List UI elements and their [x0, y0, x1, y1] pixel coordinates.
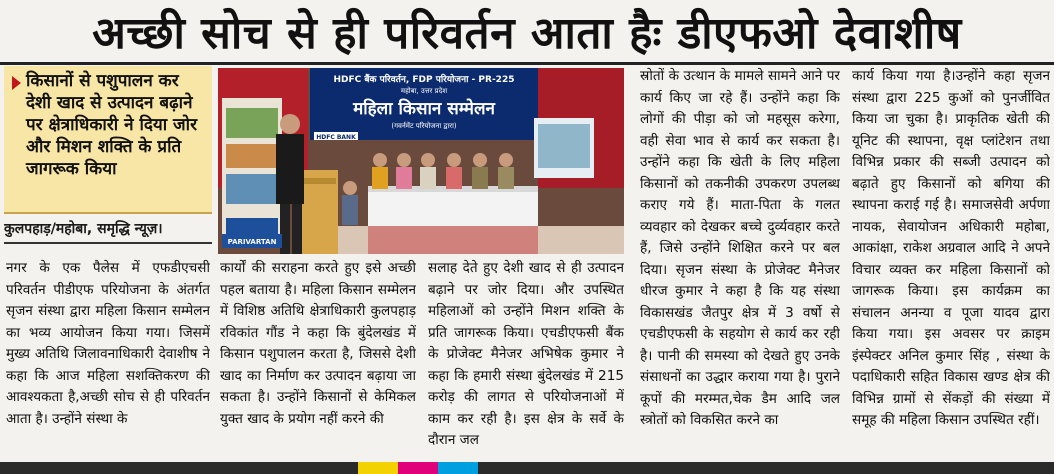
- arrow-icon: [12, 76, 21, 90]
- column-5: कार्य किया गया है।उन्होंने कहा सृजन संस्था द्वारा 225 कुओं को पुनर्जीवित किया जा चुका है। प्राकृतिक खेती की यूनिट की स्थापना, वृक्ष प्लांटेशन तथा विभिन्न प्रकार की सब्जी उत्पादन को बढ़ाते हुए किसानों को बगिया की स्थापना कराई गई है। समाजसेवी अर्पणा नायक, सेवायोजन अधिकारी महोबा, आकांक्षा, राकेश अग्रवाल आदि ने अपने विचार व्यक्त कर महिला किसानों को जागरूक किया। इस कार्यक्रम का संचालन अनन्या व पूजा यादव द्वारा किया गया। इस अवसर पर क्राइम इंस्पेक्टर अनिल कुमार सिंह , संस्था के पदाधिकारी सहित विकास खण्ड क्षेत्र की विभिन्न ग्रामों से सेंकड़ों की संख्या में समूह की महिला किसान उपस्थित रहीं।: [852, 68, 1050, 428]
- banner-sub: (गवर्नमेंट परियोजना द्वारा): [391, 122, 457, 130]
- hdfc-logo-text: HDFC BANK: [316, 134, 356, 141]
- kicker-box: [4, 66, 212, 214]
- column-4: स्रोतों के उत्थान के मामले सामने आने पर कार्य किए जा रहे हैं। उन्होंने कहा कि लोगों की पीड़ा को जो महसूस करेगा, वही सेवा भाव से कार्य कर सकता है। उन्होंने कहा कि खेती के लिए महिला किसानों को तकनीकी उपकरण उपलब्ध कराए गये हैं। माता-पिता के गलत व्यवहार को देखकर बच्चे दुर्व्यवहार करते हैं, जिसे उन्होंने शिक्षित करने पर बल दिया। सृजन संस्था के प्रोजेक्ट मैनेजर धीरज कुमार ने कहा है कि यह संस्था विकासखंड जैतपुर क्षेत्र में 3 वर्षो से एचडीएफसी के सहयोग से कार्य कर रही है। पानी की समस्या को देखते हुए उनके संसाधनों का उद्धार कराया गया है। पुराने कूपों की मरम्मत,चेक डैम आदि जल स्त्रोतों को विकसित करने का: [640, 68, 840, 428]
- headline: अच्छी सोच से ही परिवर्तन आता हैः डीएफओ देवाशीष: [92, 8, 962, 59]
- event-photo: [218, 68, 624, 254]
- banner-line1: HDFC बैंक परिवर्तन, FDP परियोजना - PR-225: [333, 75, 515, 85]
- parivartan-logo-text: PARIVARTAN: [227, 238, 277, 246]
- column-2: कार्यों की सराहना करते हुए इसे अच्छी पहल बताया है। महिला किसान सम्मेलन में विशिष्ठ अतिथि क्षेत्राधिकारी कुलपहाड़ रविकांत गौंड ने कहा कि बुंदेलखंड में किसान पशुपालन करता है, जिससे देशी खाद का निर्माण कर उत्पादन बढ़ाया जा सकता है। उन्होंने किसानों से केमिकल युक्त खाद के प्रयोग नहीं करने की: [220, 260, 416, 427]
- headline-rule: [0, 62, 1054, 65]
- column-3: सलाह देते हुए देशी खाद से ही उत्पादन बढ़ाने पर जोर दिया। और उपस्थित महिलाओं को उन्होंने मिशन शक्ति के प्रति जागरूक किया। एचडीएफसी बैंक के प्रोजेक्ट मैनेजर अभिषेक कुमार ने कहा कि हमारी संस्था बुंदेलखंड में 215 करोड़ की लागत से परियोजनाओं में काम कर रही है। इस क्षेत्र के सर्वे के दौरान जल: [428, 260, 624, 448]
- kicker-text: किसानों से पशुपालन कर देशी खाद से उत्पादन बढ़ाने पर क्षेत्राधिकारी ने दिया जोर और मिशन शक्ति के प्रति जागरूक किया: [26, 71, 198, 179]
- print-color-bar: [0, 462, 1054, 474]
- event-photo-illustration: [218, 68, 624, 254]
- dateline: कुलपहाड़/महोबा, समृद्धि न्यूज़।: [4, 216, 212, 244]
- banner-title: महिला किसान सम्मेलन: [353, 99, 495, 119]
- column-1: नगर के एक पैलेस में एफडीएचसी परिवर्तन पीडीएफ परियोजना के अंतर्गत सृजन संस्था द्वारा महिला किसान सम्मेलन का भव्य आयोजन किया गया। जिसमें मुख्य अतिथि जिलावनाधिकारी देवाशीष ने कहा कि आज महिला सशक्तिकरण की आवश्यकता है,अच्छी सोच से ही परिवर्तन आता है। उन्होंने संस्था के: [6, 260, 210, 427]
- banner-line2: महोबा, उत्तर प्रदेश: [400, 87, 448, 95]
